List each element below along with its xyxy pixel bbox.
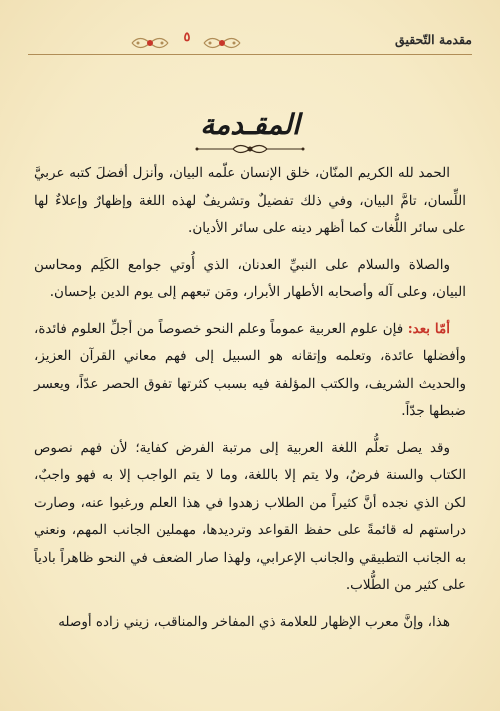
paragraph-text: والصلاة والسلام على النبيِّ العدنان، الذي أُوتي جوامع الكَلِم ومحاسن البيان، وعلى آله وأصحابه الأطهار الأبرار، ومَن تبعهم إلى يوم الدين بإحسان.: [34, 256, 466, 300]
title-flourish-icon: [195, 140, 305, 158]
page-title: المقـدمة: [200, 108, 300, 141]
body-text: [34, 160, 466, 645]
running-header: [28, 28, 472, 60]
paragraph-5: [34, 609, 466, 637]
floral-ornament-icon: [130, 30, 170, 56]
paragraph-lead: أمّا بعد:: [407, 320, 451, 337]
running-title: مقدمة التّحقيق: [395, 32, 472, 47]
paragraph-text: فإن علوم العربية عموماً وعلم النحو خصوصاً من أجلِّ العلوم فائدة، وأفضلها عائدة، وتعلمه وإتقانه هو السبيل إلى فهم معاني القرآن العزيز، والحديث الشريف، والكتب المؤلفة فيه بسبب كثرتها تفوق الحصر عدّاً، ويعسر ضبطها جدّاً.: [34, 320, 466, 419]
paragraph-2: [34, 252, 466, 307]
paragraph-text: هذا، وإنَّ معرب الإظهار للعلامة ذي المفاخر والمناقب، زيني زاده أوصله: [58, 613, 450, 630]
paragraph-3: [34, 316, 466, 426]
header-rule: [28, 54, 472, 55]
page-number: ٥: [183, 30, 191, 45]
paragraph-1: [34, 160, 466, 243]
paragraph-text: وقد يصل تعلُّم اللغة العربية إلى مرتبة الفرض كفاية؛ لأن فهم نصوص الكتاب والسنة فرضٌ، ولا يتم إلا باللغة، وما لا يتم الواجب إلا به فهو واجبٌ، لكن الذي نجده أنَّ كثيراً من الطلاب زهدوا في هذا العلم ورغبوا عنه، وصارت دراستهم له قائمةً على حفظ القواعد وترديدها، مهملين الجانب المهم، ونعني به الجانب التطبيقي والجانب الإعرابي، ولهذا صار الضعف في النحو ظاهراً بادياً على كثير من الطُّلاب.: [34, 439, 466, 593]
paragraph-text: الحمد لله الكريم المنّان، خلق الإنسان علّمه البيان، وأنزل أفضلَ كتبه عربيَّ اللِّسان، تامَّ البيان، وفي ذلك تفضيلٌ وتشريفٌ لهذه اللغة وإظهارٌ وإعلاءٌ لها على سائر اللُّغات كما أظهر دينه على سائر الأديان.: [34, 165, 466, 236]
floral-ornament-icon: [202, 30, 242, 56]
paragraph-4: [34, 435, 466, 600]
